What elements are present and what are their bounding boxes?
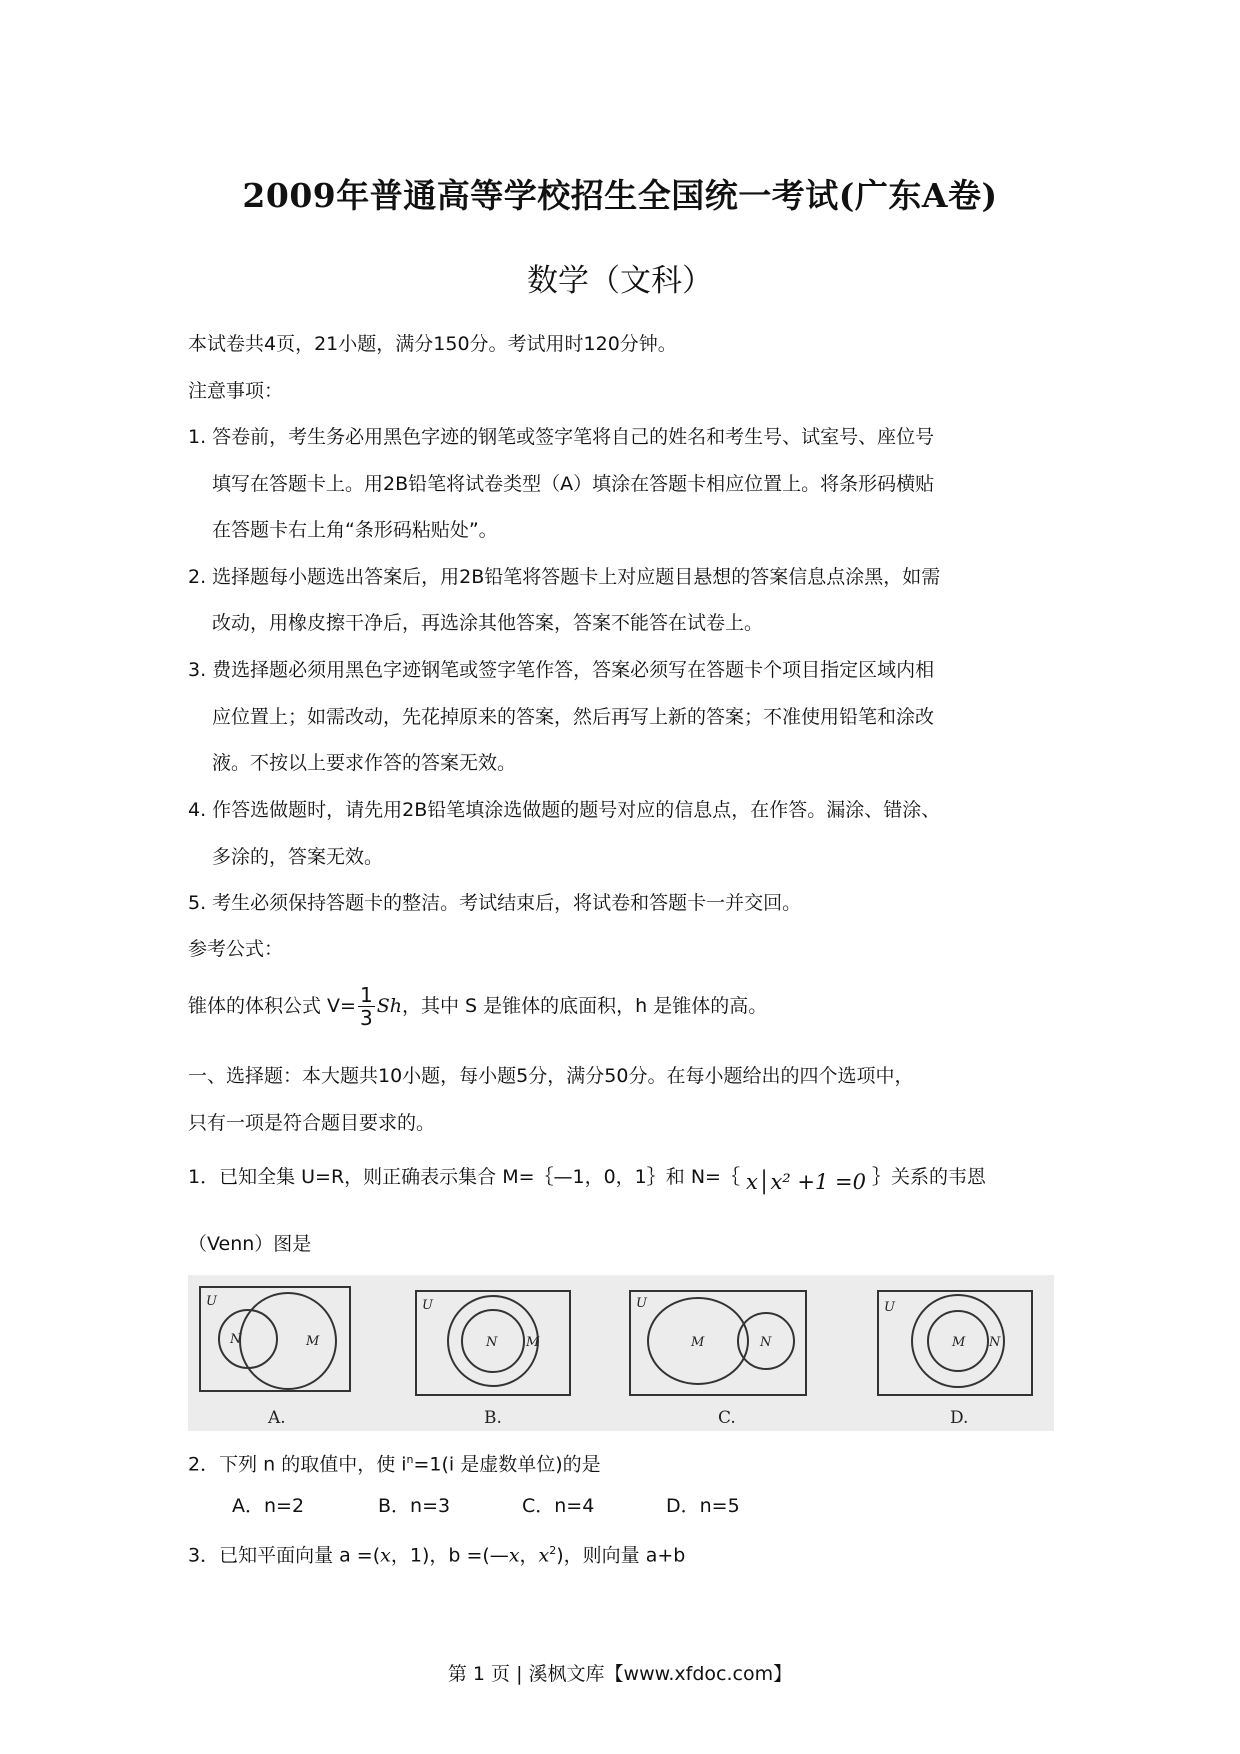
q3-text-d: )，则向量 a+b bbox=[556, 1544, 686, 1567]
formula-label: 参考公式： bbox=[188, 938, 284, 960]
formula-before: 锥体的体积公式 V= bbox=[188, 995, 356, 1017]
notice-4-line-2: 多涂的，答案无效。 bbox=[212, 846, 384, 868]
intro-text: 本试卷共4页，21小题，满分150分。考试用时120分钟。 bbox=[188, 333, 677, 355]
venn-d-label-m: M bbox=[952, 1335, 966, 1350]
exam-title: 2009年普通高等学校招生全国统一考试(广东A卷) bbox=[242, 176, 998, 215]
question-1-line-1 bbox=[188, 1162, 986, 1194]
venn-c-universe bbox=[630, 1291, 806, 1395]
notice-2-line-2: 改动，用橡皮擦干净后，再选涂其他答案，答案不能答在试卷上。 bbox=[212, 612, 764, 634]
venn-b-label-m: M bbox=[526, 1335, 540, 1350]
venn-c-label-n: N bbox=[760, 1335, 772, 1350]
section1-line-1: 一、选择题：本大题共10小题，每小题5分，满分50分。在每小题给出的四个选项中， bbox=[188, 1065, 914, 1087]
q3-text-a: 3．已知平面向量 a =( bbox=[188, 1544, 381, 1567]
venn-a-circle-m bbox=[240, 1293, 336, 1389]
venn-d-option-label: D. bbox=[950, 1408, 969, 1428]
notice-1-line-3: 在答题卡右上角“条形码粘贴处”。 bbox=[212, 519, 498, 541]
page-footer: 第 1 页 | 溪枫文库【www.xfdoc.com】 bbox=[447, 1663, 793, 1685]
venn-b-label-n: N bbox=[486, 1335, 498, 1350]
q3-superscript: 2 bbox=[549, 1544, 557, 1557]
question-2-line bbox=[188, 1446, 601, 1478]
q2-text-a: 2．下列 n 的取值中，使 i bbox=[188, 1453, 407, 1476]
notice-4-line-1: 4. 作答选做题时，请先用2B铅笔填涂选做题的题号对应的信息点，在作答。漏涂、错涂、 bbox=[188, 799, 941, 821]
q3-text-b: ，1)，b =(— bbox=[390, 1544, 509, 1567]
q3-x3: x bbox=[538, 1544, 550, 1567]
notice-1-line-1: 1. 答卷前，考生务必用黑色字迹的钢笔或签字笔将自己的姓名和考生号、试室号、座位号 bbox=[188, 426, 935, 448]
q3-text-c: ， bbox=[519, 1544, 539, 1567]
formula-line bbox=[188, 983, 767, 1029]
venn-a-circle-n bbox=[219, 1310, 277, 1368]
venn-b-label-u: U bbox=[422, 1298, 433, 1313]
q2-option-a: A．n=2 bbox=[232, 1495, 305, 1517]
notice-3-line-3: 液。不按以上要求作答的答案无效。 bbox=[212, 752, 517, 774]
question-3-line bbox=[188, 1537, 685, 1569]
section1-line-2: 只有一项是符合题目要求的。 bbox=[188, 1112, 436, 1134]
q1-text-a: 1．已知全集 U=R，则正确表示集合 M=｛—1，0，1｝和 N=｛ bbox=[188, 1166, 740, 1188]
venn-c-option-label: C. bbox=[718, 1408, 736, 1428]
q2-superscript: n bbox=[406, 1453, 414, 1466]
venn-a-universe bbox=[200, 1287, 350, 1391]
formula-numerator: 1 bbox=[359, 983, 373, 1007]
venn-a-label-n: N bbox=[230, 1332, 242, 1347]
q1-text-b: ｝关系的韦恩 bbox=[871, 1166, 986, 1188]
notice-2-line-1: 2. 选择题每小题选出答案后，用2B铅笔将答题卡上对应题目悬想的答案信息点涂黑，如需 bbox=[188, 566, 941, 588]
venn-b bbox=[416, 1291, 570, 1428]
q2-option-b: B．n=3 bbox=[378, 1495, 451, 1517]
venn-d-label-n: N bbox=[989, 1335, 1001, 1350]
venn-a-label-m: M bbox=[306, 1334, 320, 1349]
formula-fraction bbox=[358, 984, 375, 1029]
q2-option-c: C．n=4 bbox=[522, 1495, 595, 1517]
notice-5-line-1: 5. 考生必须保持答题卡的整洁。考试结束后，将试卷和答题卡一并交回。 bbox=[188, 892, 802, 914]
venn-diagrams bbox=[188, 1275, 1054, 1431]
notice-label: 注意事项： bbox=[188, 380, 284, 402]
q1-set-expression: x│x² +1 =0 bbox=[745, 1170, 866, 1194]
exam-subtitle: 数学（文科） bbox=[527, 263, 713, 299]
notice-3-line-1: 3. 费选择题必须用黑色字迹钢笔或签字笔作答，答案必须写在答题卡个项目指定区域内相 bbox=[188, 659, 935, 681]
q2-text-b: =1(i 是虚数单位)的是 bbox=[413, 1453, 601, 1476]
notice-3-line-2: 应位置上；如需改动，先花掉原来的答案，然后再写上新的答案；不准使用铅笔和涂改 bbox=[212, 706, 935, 728]
question-1-line-2: （Venn）图是 bbox=[188, 1233, 312, 1255]
venn-a-label-u: U bbox=[206, 1294, 217, 1309]
venn-c bbox=[630, 1291, 806, 1428]
formula-sh: Sh bbox=[376, 995, 402, 1017]
formula-after: ，其中 S 是锥体的底面积，h 是锥体的高。 bbox=[401, 995, 768, 1017]
notice-1-line-2: 填写在答题卡上。用2B铅笔将试卷类型（A）填涂在答题卡相应位置上。将条形码横贴 bbox=[212, 473, 935, 495]
venn-d-label-u: U bbox=[884, 1300, 895, 1315]
formula-denominator: 3 bbox=[359, 1006, 373, 1030]
q2-option-d: D．n=5 bbox=[666, 1495, 740, 1517]
venn-a bbox=[200, 1287, 350, 1428]
venn-a-option-label: A. bbox=[268, 1408, 286, 1428]
venn-b-option-label: B. bbox=[484, 1408, 502, 1428]
q3-x2: x bbox=[508, 1544, 520, 1567]
venn-c-label-m: M bbox=[691, 1335, 705, 1350]
venn-options-figure bbox=[188, 1275, 1054, 1431]
q3-x1: x bbox=[380, 1544, 391, 1567]
venn-d bbox=[878, 1291, 1032, 1428]
venn-c-label-u: U bbox=[636, 1296, 647, 1311]
